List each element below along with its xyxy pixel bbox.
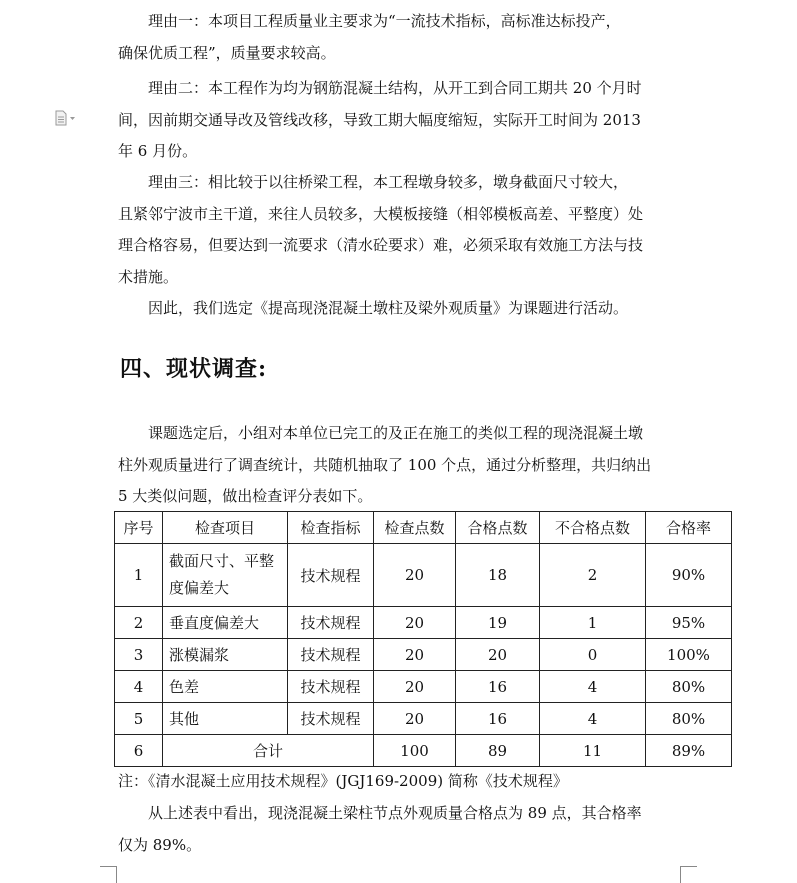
intro-paragraph (118, 418, 678, 513)
table-cell: 20 (374, 639, 456, 671)
text-line: 理由三：相比较于以往桥梁工程，本工程墩身较多，墩身截面尺寸较大， (118, 173, 629, 191)
table-cell: 100 (374, 735, 456, 767)
table-cell: 技术规程 (288, 544, 374, 607)
total-label-cell: 合计 (163, 735, 374, 767)
header-cell: 合格率 (646, 512, 732, 544)
text-line: 柱外观质量进行了调查统计，共随机抽取了 100 个点，通过分析整理，共归纳出 (118, 455, 652, 474)
text-line: 从上述表中看出，现浇混凝土梁柱节点外观质量合格点为 89 点，其合格率 (118, 804, 642, 822)
table-cell: 2 (115, 607, 163, 639)
text-line: 理由一：本项目工程质量业主要求为“一流技术指标，高标准达标投产， (118, 12, 621, 30)
table-cell: 4 (540, 703, 646, 735)
text-line: 年 6 月份。 (118, 142, 198, 160)
table-cell: 截面尺寸、平整度偏差大 (163, 544, 288, 607)
header-cell: 检查点数 (374, 512, 456, 544)
table-cell: 1 (115, 544, 163, 607)
text-line: 理合格容易，但要达到一流要求（清水砼要求）难，必须采取有效施工方法与技 (118, 236, 644, 254)
table-cell: 技术规程 (288, 607, 374, 639)
table-cell: 其他 (163, 703, 288, 735)
table-cell: 技术规程 (288, 639, 374, 671)
text-line: 间，因前期交通导改及管线改移，导致工期大幅度缩短，实际开工时间为 2013 (118, 110, 641, 129)
page-corner-mark (680, 866, 697, 883)
text-line: 且紧邻宁波市主干道，来往人员较多，大模板接缝（相邻模板高差、平整度）处 (118, 204, 644, 223)
table-row (115, 639, 732, 671)
table-cell: 20 (374, 703, 456, 735)
table-cell: 技术规程 (288, 703, 374, 735)
table-cell: 1 (540, 607, 646, 639)
section-heading: 四、现状调查: (120, 356, 268, 382)
page-corner-mark (100, 866, 117, 883)
table-cell: 95% (646, 607, 732, 639)
table-total-row (115, 735, 732, 767)
conclusion-topic-paragraph (118, 293, 678, 325)
reason-2-paragraph (118, 73, 678, 168)
table-cell: 5 (115, 703, 163, 735)
text-line: 确保优质工程”，质量要求较高。 (118, 43, 336, 62)
table-cell: 涨模漏浆 (163, 639, 288, 671)
result-paragraph (118, 798, 678, 861)
text-line: 仅为 89%。 (118, 835, 202, 854)
table-cell: 色差 (163, 671, 288, 703)
table-note: 注：《清水混凝土应用技术规程》(JGJ169-2009) 简称《技术规程》 (118, 772, 568, 790)
table-cell: 技术规程 (288, 671, 374, 703)
table-cell: 4 (115, 671, 163, 703)
table-row (115, 671, 732, 703)
table-cell: 20 (456, 639, 540, 671)
header-cell: 检查指标 (288, 512, 374, 544)
table-cell: 11 (540, 735, 646, 767)
reason-3-paragraph (118, 167, 678, 293)
table-cell: 3 (115, 639, 163, 671)
header-cell: 检查项目 (163, 512, 288, 544)
table-cell: 18 (456, 544, 540, 607)
document-margin-icon[interactable] (54, 110, 76, 126)
header-cell: 合格点数 (456, 512, 540, 544)
table-cell: 0 (540, 639, 646, 671)
table-cell: 100% (646, 639, 732, 671)
table-header-row (115, 512, 732, 544)
header-cell: 序号 (115, 512, 163, 544)
table-cell: 89% (646, 735, 732, 767)
header-cell: 不合格点数 (540, 512, 646, 544)
table-cell: 4 (540, 671, 646, 703)
table-row (115, 607, 732, 639)
text-line: 课题选定后，小组对本单位已完工的及正在施工的类似工程的现浇混凝土墩 (118, 424, 644, 442)
text-line: 5 大类似问题，做出检查评分表如下。 (118, 487, 373, 505)
table-cell: 16 (456, 703, 540, 735)
table-cell: 19 (456, 607, 540, 639)
table-cell: 20 (374, 607, 456, 639)
table-cell: 90% (646, 544, 732, 607)
table-cell: 80% (646, 671, 732, 703)
table-cell: 20 (374, 671, 456, 703)
text-line: 因此，我们选定《提高现浇混凝土墩柱及梁外观质量》为课题进行活动。 (118, 299, 629, 317)
table-cell: 6 (115, 735, 163, 767)
reason-1-paragraph (118, 6, 678, 69)
text-line: 理由二：本工程作为均为钢筋混凝土结构，从开工到合同工期共 20 个月时 (118, 79, 642, 97)
table-cell: 16 (456, 671, 540, 703)
table-row (115, 703, 732, 735)
table-cell: 89 (456, 735, 540, 767)
table-cell: 20 (374, 544, 456, 607)
table-row (115, 544, 732, 607)
table-cell: 80% (646, 703, 732, 735)
text-line: 术措施。 (118, 267, 179, 286)
table-cell: 2 (540, 544, 646, 607)
table-cell: 垂直度偏差大 (163, 607, 288, 639)
inspection-table (114, 511, 732, 767)
